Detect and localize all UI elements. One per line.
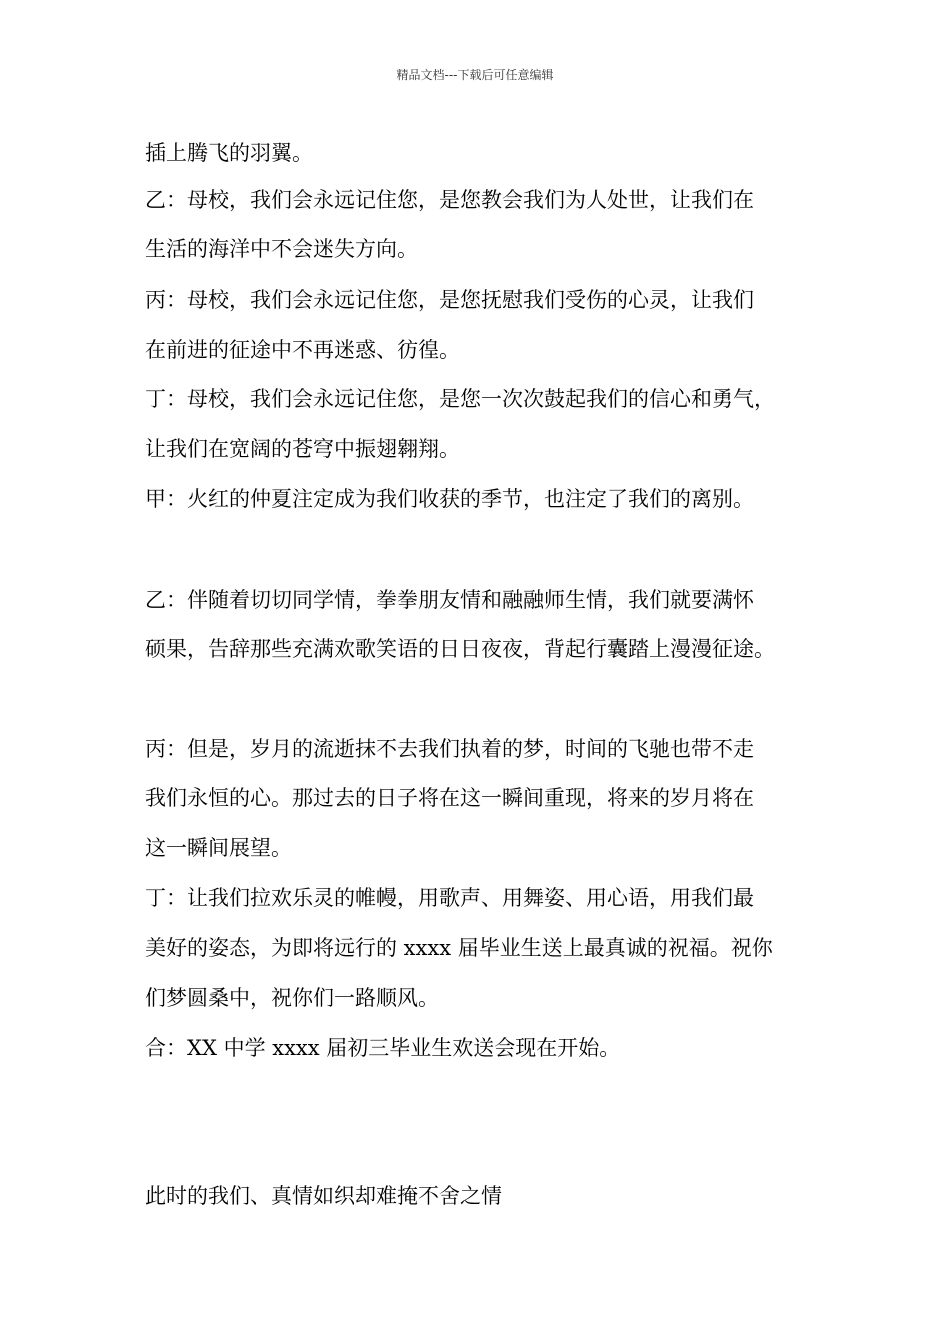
text-line: 丙：母校，我们会永远记住您，是您抚慰我们受伤的心灵，让我们 [145, 288, 754, 312]
text-line: 硕果，告辞那些充满欢歌笑语的日日夜夜，背起行囊踏上漫漫征途。 [145, 637, 775, 661]
text-line: 合：XX 中学 xxxx 届初三毕业生欢送会现在开始。 [145, 1036, 621, 1060]
text-line: 此时的我们、真情如织却难掩不舍之情 [145, 1184, 502, 1208]
text-line: 生活的海洋中不会迷失方向。 [145, 237, 418, 261]
text-line: 美好的姿态，为即将远行的 xxxx 届毕业生送上最真诚的祝福。祝你 [145, 936, 773, 960]
text-line: 这一瞬间展望。 [145, 836, 292, 860]
page-header: 精品文档---下载后可任意编辑 [396, 68, 554, 82]
text-line: 我们永恒的心。那过去的日子将在这一瞬间重现，将来的岁月将在 [145, 786, 754, 810]
text-line: 让我们在宽阔的苍穹中振翅翱翔。 [145, 437, 460, 461]
text-line: 乙：伴随着切切同学情，拳拳朋友情和融融师生情，我们就要满怀 [145, 588, 754, 612]
text-line: 在前进的征途中不再迷惑、彷徨。 [145, 338, 460, 362]
text-line: 丙：但是，岁月的流逝抹不去我们执着的梦，时间的飞驰也带不走 [145, 737, 754, 761]
text-line: 甲：火红的仲夏注定成为我们收获的季节，也注定了我们的离别。 [145, 487, 754, 511]
text-line: 丁：让我们拉欢乐灵的帷幔，用歌声、用舞姿、用心语，用我们最 [145, 886, 754, 910]
text-line: 丁：母校，我们会永远记住您，是您一次次鼓起我们的信心和勇气， [145, 387, 775, 411]
text-line: 乙：母校，我们会永远记住您，是您教会我们为人处世，让我们在 [145, 188, 754, 212]
text-line: 们梦圆桑中，祝你们一路顺风。 [145, 986, 439, 1010]
text-line: 插上腾飞的羽翼。 [145, 141, 313, 165]
